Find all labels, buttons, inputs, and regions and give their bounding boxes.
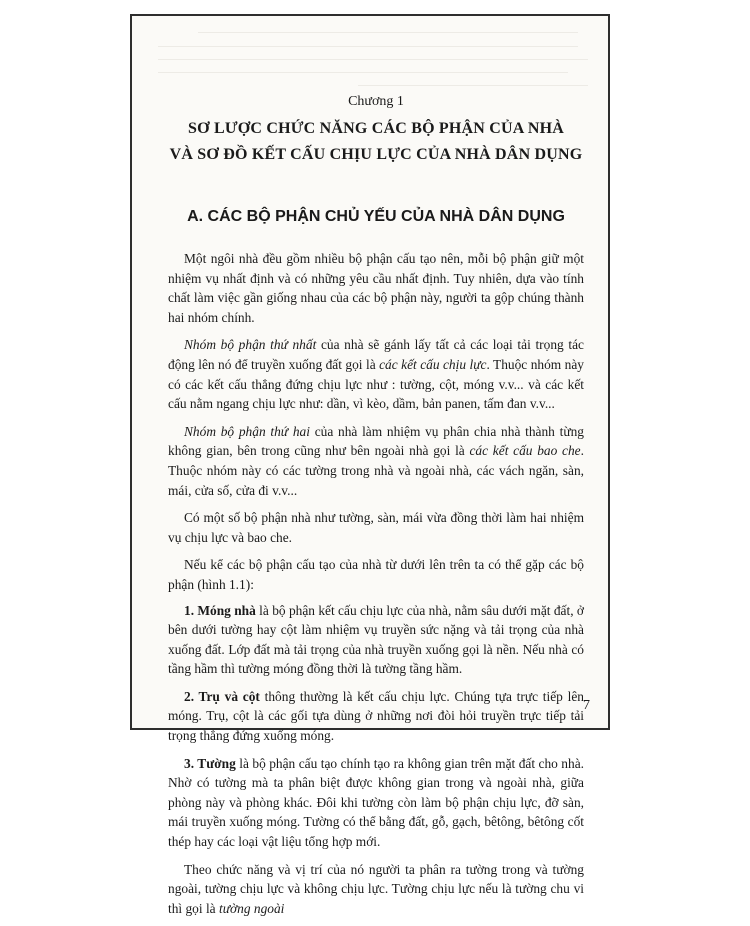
paragraph-pillars	[168, 687, 584, 746]
wall-types-text: Theo chức năng và vị trí của nó người ta phân ra tường trong và tường ngoài, tường chịu lực và không chịu lực. Tường chịu lực nếu là tường chu vi thì gọi là	[168, 861, 584, 916]
paragraph-foundation	[168, 601, 584, 679]
walls-heading: 3. Tường	[184, 755, 236, 771]
wall-types-emphasis: tường ngoài	[218, 900, 285, 916]
body-text	[168, 249, 584, 926]
paragraph-2-text-b: . Thuộc nhóm này có các kết cấu thẳng đứng chịu lực như : tường, cột, móng v.v... và các kết cấu nằm ngang chịu lực như: dần, vì kèo, dầm, bản panen, tấm đan v.v...	[168, 356, 584, 412]
paragraph-3-text-b: . Thuộc nhóm này có các tường trong nhà và ngoài nhà, các vách ngăn, sàn, mái, cửa số, cửa đi v.v...	[168, 443, 584, 498]
paragraph-2-emphasis-2: các kết cấu chịu lực	[379, 356, 487, 372]
paragraph-1: Một ngôi nhà đều gồm nhiều bộ phận cấu tạo nên, mỗi bộ phận giữ một nhiệm vụ nhất định và có những yêu cầu nhất định. Tuy nhiên, dựa vào tính chất làm việc gần giống nhau của các bộ phận này, người ta gộp chúng thành hai nhóm chính.	[168, 251, 584, 325]
chapter-title-line-2: VÀ SƠ ĐỒ KẾT CẤU CHỊU LỰC CỦA NHÀ DÂN DỤNG	[169, 146, 583, 163]
paragraph-5: Nếu kể các bộ phận cấu tạo của nhà từ dưới lên trên ta có thể gặp các bộ phận (hình 1.1):	[168, 557, 584, 592]
pillars-heading: 2. Trụ và cột	[184, 688, 260, 704]
section-heading: A. CÁC BỘ PHẬN CHỦ YẾU CỦA NHÀ DÂN DỤNG	[187, 208, 565, 225]
paragraph-2-emphasis-1: Nhóm bộ phận thứ nhất	[184, 337, 317, 353]
page-number: 7	[583, 698, 590, 713]
paragraph-3-emphasis-2: các kết cấu bao che	[469, 443, 581, 459]
paragraph-walls	[168, 754, 584, 852]
book-page	[130, 14, 610, 916]
chapter-title	[168, 116, 584, 168]
show-through-background	[158, 26, 598, 92]
paragraph-2	[168, 335, 584, 413]
paragraph-4: Có một số bộ phận nhà như tường, sàn, mái vừa đồng thời làm hai nhiệm vụ chịu lực và bao che.	[168, 510, 584, 545]
foundation-text: là bộ phận kết cấu chịu lực của nhà, nằm sâu dưới mặt đất, ở bên dưới tường hay cột làm nhiệm vụ truyền sức nặng và tải trọng của nhà xuống đất. Lớp đất mà tải trọng của nhà truyền xuống gọi là nền. Nếu nhà có tầng hầm thì tường móng đồng thời là tường tầng hầm.	[168, 602, 584, 677]
foundation-heading: 1. Móng nhà	[184, 602, 256, 618]
paragraph-3-emphasis-1: Nhóm bộ phận thứ hai	[184, 423, 310, 439]
paragraph-wall-types	[168, 860, 584, 919]
paragraph-3-text-a: của nhà làm nhiệm vụ phân chia nhà thành từng không gian, bên trong cũng như bên ngoài nhà gọi là	[168, 423, 584, 459]
walls-text: là bộ phận cấu tạo chính tạo ra không gian trên mặt đất cho nhà. Nhờ có tường mà ta phân biệt được không gian trong và ngoài nhà, giữa phòng này và phòng khác. Đôi khi tường còn làm bộ phận chịu lực, đỡ sàn, mái truyền xuống móng. Tường có thể bằng đất, gỗ, gạch, bêtông, bêtông cốt thép hay các loại vật liệu tổng hợp mới.	[168, 755, 584, 850]
paragraph-2-text-a: của nhà sẽ gánh lấy tất cả các loại tải trọng tác động lên nó để truyền xuống đất gọi là	[168, 337, 584, 372]
pillars-text: thông thường là kết cấu chịu lực. Chúng tựa trực tiếp lên móng. Trụ, cột là các gối tựa dùng ở những nơi đòi hỏi truyền trực tiếp tải trọng thẳng đứng xuống móng.	[168, 688, 584, 744]
chapter-title-line-1: SƠ LƯỢC CHỨC NĂNG CÁC BỘ PHẬN CỦA NHÀ	[188, 120, 564, 137]
paragraph-3	[168, 422, 584, 500]
chapter-label: Chương 1	[348, 94, 404, 109]
